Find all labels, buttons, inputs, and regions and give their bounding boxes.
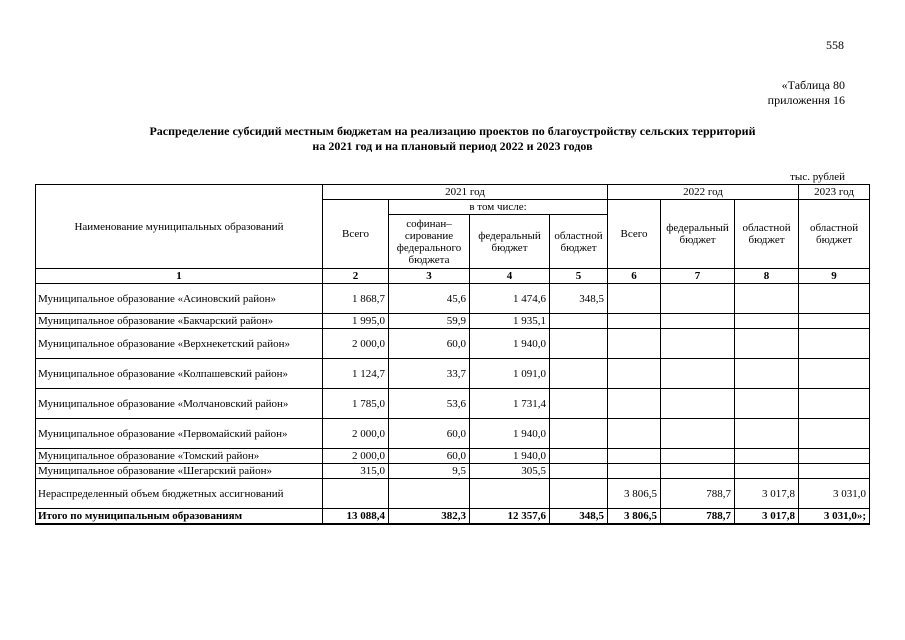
cell-cofinancing-2021: 60,0: [389, 419, 470, 449]
cell-federal-2021: 1 935,1: [470, 314, 550, 329]
units-label: тыс. рублей: [790, 171, 845, 183]
cell-total-2021: 1 785,0: [323, 389, 389, 419]
cell-total-2021: 2 000,0: [323, 329, 389, 359]
header-federal-2021: федеральный бюджет: [470, 215, 550, 269]
cell-total-2022: [608, 359, 661, 389]
total-row: [36, 509, 870, 524]
column-number: 6: [608, 269, 661, 284]
municipality-name: Муниципальное образование «Верхнекетский район»: [36, 329, 323, 359]
column-number: 4: [470, 269, 550, 284]
municipality-name: Муниципальное образование «Молчановский район»: [36, 389, 323, 419]
column-number: 9: [799, 269, 870, 284]
column-number: 5: [550, 269, 608, 284]
document-title: [60, 124, 845, 154]
cell-regional-2022: [735, 284, 799, 314]
cell-total-2021: 2 000,0: [323, 419, 389, 449]
cell-regional-2023: [799, 389, 870, 419]
header-year-2022: 2022 год: [608, 185, 799, 200]
document-title-line1: Распределение субсидий местным бюджетам на реализацию проектов по благоустройству сельских территорий: [149, 124, 756, 138]
total-label: Итого по муниципальным образованиям: [36, 509, 323, 524]
total-cell-total-2022: 3 806,5: [608, 509, 661, 524]
header-including-2021: в том числе:: [389, 200, 608, 215]
cell-federal-2021: [470, 479, 550, 509]
cell-cofinancing-2021: 60,0: [389, 329, 470, 359]
cell-total-2021: 1 124,7: [323, 359, 389, 389]
cell-regional-2022: [735, 449, 799, 464]
cell-regional-2021: [550, 479, 608, 509]
cell-federal-2021: 1 731,4: [470, 389, 550, 419]
cell-federal-2022: [661, 419, 735, 449]
cell-regional-2022: [735, 329, 799, 359]
cell-total-2022: [608, 449, 661, 464]
header-regional-2021: областной бюджет: [550, 215, 608, 269]
subsidy-table: [35, 184, 870, 525]
table-reference-line2: приложення 16: [767, 93, 845, 107]
cell-cofinancing-2021: [389, 479, 470, 509]
table-reference-line1: «Таблица 80: [781, 78, 845, 92]
header-name-column: Наименование муниципальных образований: [36, 185, 323, 269]
cell-federal-2022: [661, 314, 735, 329]
cell-total-2021: [323, 479, 389, 509]
total-cell-regional-2023: 3 031,0»;: [799, 509, 870, 524]
municipality-name: Муниципальное образование «Асиновский район»: [36, 284, 323, 314]
municipality-name: Муниципальное образование «Бакчарский район»: [36, 314, 323, 329]
cell-federal-2021: 1 940,0: [470, 449, 550, 464]
cell-federal-2022: [661, 359, 735, 389]
header-year-2021: 2021 год: [323, 185, 608, 200]
column-number: 2: [323, 269, 389, 284]
cell-regional-2023: [799, 314, 870, 329]
cell-total-2021: 315,0: [323, 464, 389, 479]
cell-federal-2022: [661, 449, 735, 464]
header-total-2022: Всего: [608, 200, 661, 269]
cell-regional-2023: [799, 329, 870, 359]
cell-regional-2023: [799, 284, 870, 314]
column-number: 3: [389, 269, 470, 284]
cell-regional-2022: [735, 464, 799, 479]
table-row: [36, 464, 870, 479]
cell-regional-2021: [550, 329, 608, 359]
total-cell-regional-2021: 348,5: [550, 509, 608, 524]
header-cofinancing-2021: софинан–сирование федерального бюджета: [389, 215, 470, 269]
table-row: [36, 479, 870, 509]
municipality-name: Муниципальное образование «Шегарский район»: [36, 464, 323, 479]
cell-cofinancing-2021: 60,0: [389, 449, 470, 464]
table-row: [36, 284, 870, 314]
header-regional-2022: областной бюджет: [735, 200, 799, 269]
cell-cofinancing-2021: 9,5: [389, 464, 470, 479]
cell-total-2021: 1 868,7: [323, 284, 389, 314]
table-row: [36, 389, 870, 419]
cell-regional-2023: [799, 419, 870, 449]
municipality-name: Нераспределенный объем бюджетных ассигнований: [36, 479, 323, 509]
column-number: 8: [735, 269, 799, 284]
cell-total-2021: 1 995,0: [323, 314, 389, 329]
column-number-row: [36, 269, 870, 284]
cell-total-2022: 3 806,5: [608, 479, 661, 509]
cell-regional-2022: [735, 389, 799, 419]
cell-federal-2022: [661, 284, 735, 314]
page-number: 558: [826, 38, 844, 52]
cell-federal-2022: [661, 464, 735, 479]
total-cell-federal-2022: 788,7: [661, 509, 735, 524]
cell-total-2022: [608, 329, 661, 359]
cell-federal-2022: [661, 329, 735, 359]
cell-regional-2021: [550, 464, 608, 479]
table-body: [36, 284, 870, 524]
cell-regional-2022: [735, 359, 799, 389]
municipality-name: Муниципальное образование «Томский район»: [36, 449, 323, 464]
table-reference: [768, 78, 845, 108]
cell-federal-2021: 1 091,0: [470, 359, 550, 389]
cell-regional-2021: [550, 419, 608, 449]
cell-federal-2021: 1 940,0: [470, 329, 550, 359]
cell-cofinancing-2021: 33,7: [389, 359, 470, 389]
header-total-2021: Всего: [323, 200, 389, 269]
cell-cofinancing-2021: 53,6: [389, 389, 470, 419]
table-row: [36, 419, 870, 449]
cell-total-2022: [608, 464, 661, 479]
document-title-line2: на 2021 год и на плановый период 2022 и 2023 годов: [312, 139, 593, 153]
total-cell-cofinancing-2021: 382,3: [389, 509, 470, 524]
header-year-2023: 2023 год: [799, 185, 870, 200]
cell-regional-2021: [550, 359, 608, 389]
cell-federal-2021: 1 940,0: [470, 419, 550, 449]
cell-total-2021: 2 000,0: [323, 449, 389, 464]
cell-total-2022: [608, 419, 661, 449]
cell-regional-2023: [799, 359, 870, 389]
cell-regional-2021: [550, 389, 608, 419]
cell-cofinancing-2021: 59,9: [389, 314, 470, 329]
cell-regional-2023: [799, 449, 870, 464]
cell-regional-2023: 3 031,0: [799, 479, 870, 509]
cell-regional-2021: 348,5: [550, 284, 608, 314]
table-row: [36, 314, 870, 329]
cell-regional-2023: [799, 464, 870, 479]
header-federal-2022: федеральный бюджет: [661, 200, 735, 269]
table-header: [36, 185, 870, 284]
cell-regional-2022: 3 017,8: [735, 479, 799, 509]
total-cell-total-2021: 13 088,4: [323, 509, 389, 524]
column-number: 7: [661, 269, 735, 284]
cell-federal-2021: 305,5: [470, 464, 550, 479]
cell-federal-2021: 1 474,6: [470, 284, 550, 314]
cell-regional-2022: [735, 419, 799, 449]
cell-total-2022: [608, 284, 661, 314]
municipality-name: Муниципальное образование «Колпашевский район»: [36, 359, 323, 389]
cell-total-2022: [608, 389, 661, 419]
cell-regional-2021: [550, 449, 608, 464]
table-row: [36, 329, 870, 359]
cell-regional-2021: [550, 314, 608, 329]
cell-federal-2022: [661, 389, 735, 419]
total-cell-federal-2021: 12 357,6: [470, 509, 550, 524]
header-regional-2023: областной бюджет: [799, 200, 870, 269]
cell-federal-2022: 788,7: [661, 479, 735, 509]
cell-regional-2022: [735, 314, 799, 329]
cell-total-2022: [608, 314, 661, 329]
total-cell-regional-2022: 3 017,8: [735, 509, 799, 524]
cell-cofinancing-2021: 45,6: [389, 284, 470, 314]
table-row: [36, 359, 870, 389]
column-number: 1: [36, 269, 323, 284]
table-row: [36, 449, 870, 464]
municipality-name: Муниципальное образование «Первомайский район»: [36, 419, 323, 449]
